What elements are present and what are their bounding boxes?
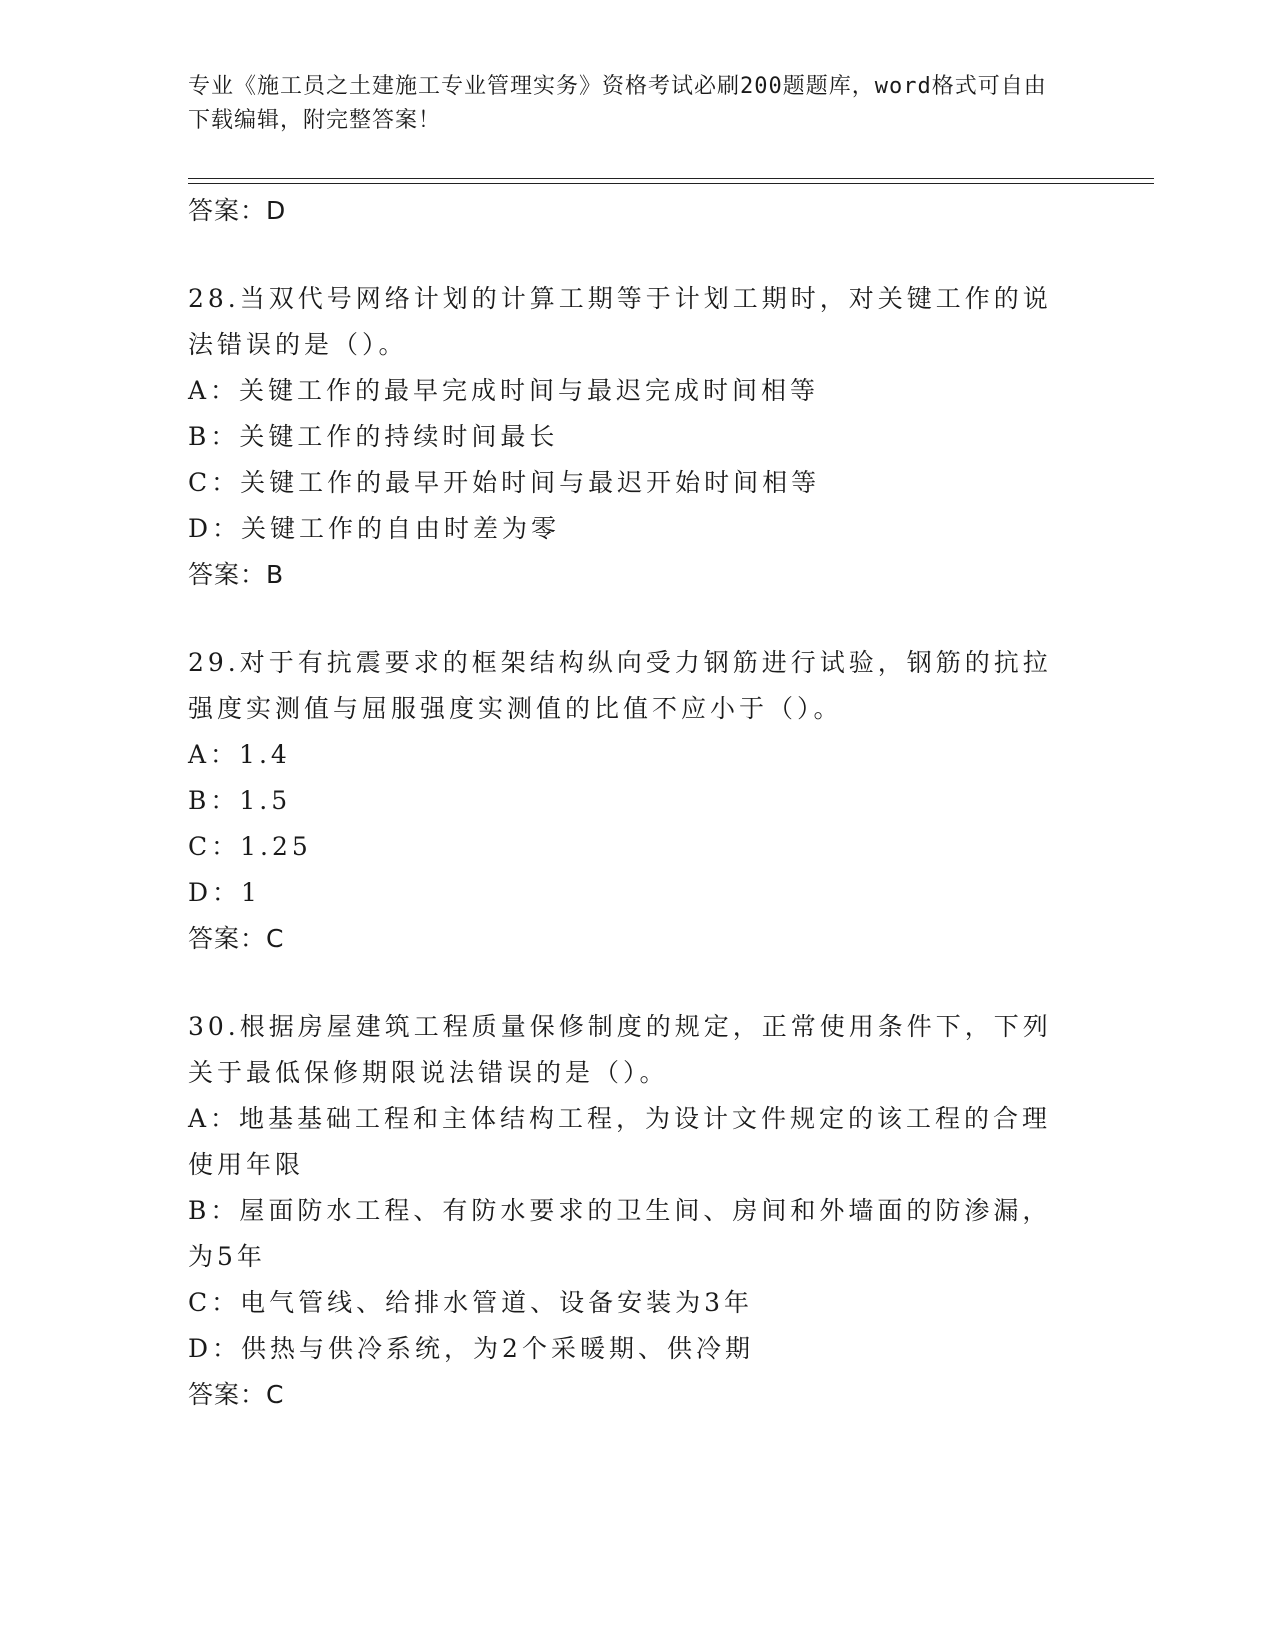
question-answer: 答案：C bbox=[188, 924, 285, 953]
question-30 bbox=[188, 1004, 1068, 1418]
option-b: B：关键工作的持续时间最长 bbox=[188, 422, 559, 451]
option-d: D：关键工作的自由时差为零 bbox=[188, 514, 561, 543]
question-answer: 答案：B bbox=[188, 560, 285, 589]
header-divider bbox=[188, 178, 1154, 184]
question-list bbox=[188, 188, 1068, 1418]
option-a: A：地基基础工程和主体结构工程，为设计文件规定的该工程的合理使用年限 bbox=[188, 1104, 1052, 1179]
spacer bbox=[188, 962, 1068, 1004]
header-text: 专业《施工员之土建施工专业管理实务》资格考试必刷200题题库，word格式可自由下载编辑，附完整答案！ bbox=[188, 74, 1047, 133]
option-c: C：电气管线、给排水管道、设备安装为3年 bbox=[188, 1288, 754, 1317]
question-stem: 29.对于有抗震要求的框架结构纵向受力钢筋进行试验，钢筋的抗拉强度实测值与屈服强度实测值的比值不应小于（）。 bbox=[188, 648, 1052, 723]
spacer bbox=[188, 598, 1068, 640]
option-b: B：1.5 bbox=[188, 786, 292, 815]
question-29 bbox=[188, 640, 1068, 962]
spacer bbox=[188, 234, 1068, 276]
option-c: C：1.25 bbox=[188, 832, 312, 861]
question-stem: 28.当双代号网络计划的计算工期等于计划工期时，对关键工作的说法错误的是（）。 bbox=[188, 284, 1052, 359]
option-c: C：关键工作的最早开始时间与最迟开始时间相等 bbox=[188, 468, 821, 497]
question-answer: 答案：C bbox=[188, 1380, 285, 1409]
question-stem: 30.根据房屋建筑工程质量保修制度的规定，正常使用条件下，下列关于最低保修期限说法错误的是（）。 bbox=[188, 1012, 1052, 1087]
page-header bbox=[188, 70, 1068, 138]
option-a: A：关键工作的最早完成时间与最迟完成时间相等 bbox=[188, 376, 820, 405]
question-28 bbox=[188, 276, 1068, 598]
option-d: D：1 bbox=[188, 878, 261, 907]
option-d: D：供热与供冷系统，为2个采暖期、供冷期 bbox=[188, 1334, 754, 1363]
previous-answer: 答案：D bbox=[188, 196, 287, 225]
option-b: B：屋面防水工程、有防水要求的卫生间、房间和外墙面的防渗漏，为5年 bbox=[188, 1196, 1052, 1271]
option-a: A：1.4 bbox=[188, 740, 291, 769]
